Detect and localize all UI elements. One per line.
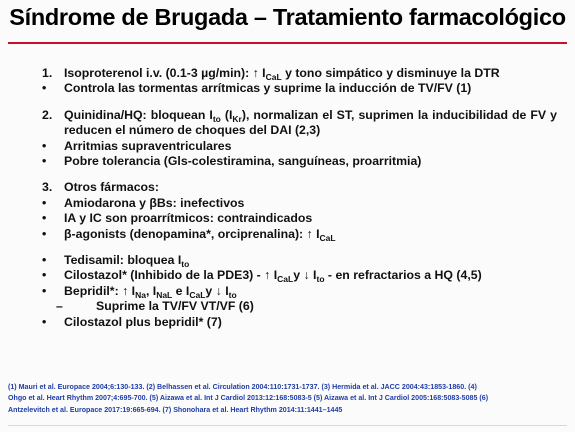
list-item: • β-agonists (denopamina*, orciprenalina): ↑ $I_{CaL}$ [42,226,336,243]
bullet-icon: • [42,268,47,283]
list-item: • Tedisamil: bloquea $I_{to}$ [42,253,190,270]
bullet-icon: • [42,226,47,241]
bullet-icon: • [42,195,47,210]
reference-line: Antzelevitch et al. Europace 2017:19:665-694. (7) Shonohara et al. Heart Rhythm 2014:11:1441–1445 [8,405,343,414]
bullet-icon: • [42,138,47,153]
bullet-icon: • [42,314,47,329]
list-item: • Arritmias supraventriculares [42,138,232,153]
bullet-icon: • [42,81,47,96]
bullet-icon: • [42,154,47,169]
list-item: • IA y IC son proarrítmicos: contraindicados [42,211,313,226]
section-number: 3. [42,180,53,195]
footer-divider [8,425,567,426]
list-item: • Pobre tolerancia (Gls-colestiramina, sanguíneas, proarritmia) [42,154,422,169]
list-item: • Cilostazol* (Inhibido de la PDE3) - ↑ $I_{CaL}y$ ↓ $I_{to}$ - en refractarios a HQ (4,5) [42,268,482,285]
section-number: 1. [42,66,53,80]
section-number: 2. [42,107,53,122]
section-3-heading: 3. Otros fármacos: [42,180,159,195]
bullet-icon: • [42,283,47,298]
dash-icon: – [56,299,63,314]
section-2-heading: 2. Quinidina/HQ: bloquean $I_{to}$ $(I_{Kr})$, normalizan el ST, suprimen la inducibilidad de FV y reducen el número de choques del DAI (2,3) [42,107,558,138]
bullet-icon: • [42,211,47,226]
title-divider [8,42,567,44]
references [8,382,567,416]
slide-content [42,66,557,330]
list-item: • Bepridil*: ↑ $I_{Na}$, $I_{NaL}$ e $I_{CaL}y$ ↓ $I_{to}$ [42,283,237,300]
reference-line: (1) Mauri et al. Europace 2004;6:130-133. (2) Belhassen et al. Circulation 2004:110:1731-1737. (3) Hermida et al. JACC 2004:43:1853-1860. (4) [8,383,477,391]
reference-line: Ohgo et al. Heart Rhythm 2007;4:695-700. (5) Aizawa et al. Int J Cardiol 2013:12:168:5083-5 (5) Aizawa et al. Int J Cardiol 2005:168:5083-5085 (6) [8,394,489,403]
bullet-icon: • [42,253,47,268]
slide-title: Síndrome de Brugada – Tratamiento farmacológico [9,4,566,30]
sub-list-item: – Suprime la TV/FV VT/VF (6) [56,299,254,314]
list-item: • Controla las tormentas arrítmicas y suprime la inducción de TV/FV (1) [42,81,472,96]
list-item: • Amiodarona y βBs: inefectivos [42,195,245,210]
list-item: • Cilostazol plus bepridil* (7) [42,314,222,329]
section-1-heading: 1. Isoproterenol i.v. (0.1-3 µg/min): ↑ $I_{CaL}$ y tono simpático y disminuye la DTR [42,66,500,82]
